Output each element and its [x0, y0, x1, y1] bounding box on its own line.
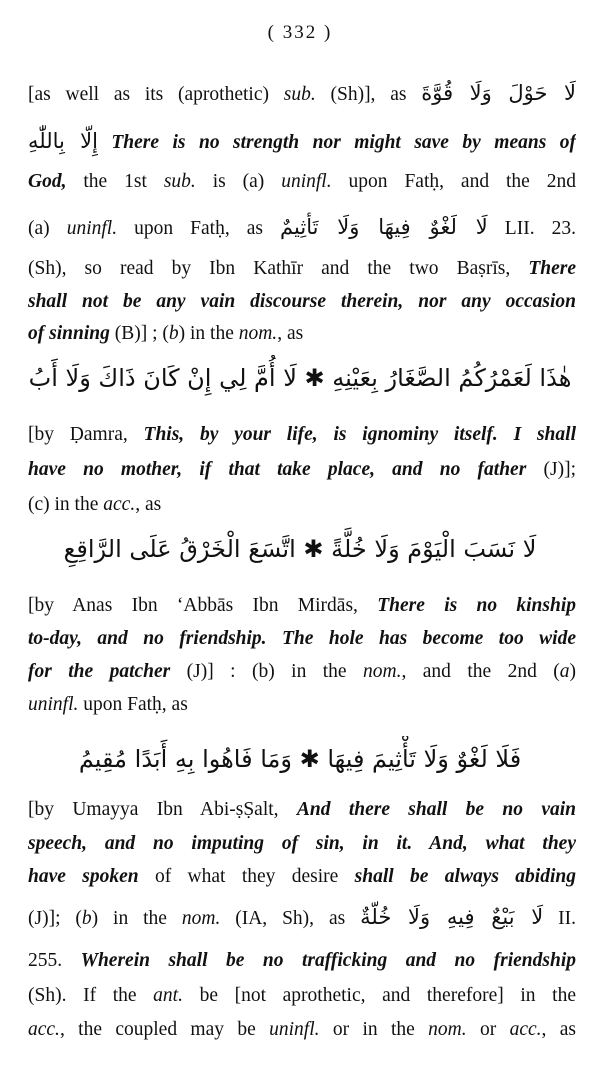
- body-text: , as: [135, 494, 162, 515]
- body-text: upon Fatḥ, and the 2nd: [331, 171, 576, 192]
- body-text: , as: [277, 323, 304, 344]
- text-line-14: [28, 689, 576, 721]
- abbreviation: uninfl.: [269, 1019, 320, 1040]
- abbreviation: ant.: [153, 985, 183, 1006]
- body-text: [as well as its (aprothetic): [28, 84, 284, 105]
- translation-text: There: [528, 258, 576, 279]
- body-text: , and the 2nd (: [401, 661, 560, 682]
- translation-text: for the patcher: [28, 661, 171, 682]
- body-text: or: [466, 1019, 510, 1040]
- translation-text: to-day, and no friendship. The hole has become too wide: [28, 628, 576, 649]
- abbreviation: nom.: [181, 908, 221, 929]
- body-text: (J)]; (: [28, 908, 82, 929]
- text-line-7: [28, 318, 576, 350]
- body-text: (J)] : (b) in the: [170, 661, 363, 682]
- arabic-phrase: لَا بَيْعٌ فِيهِ وَلَا خُلَّةٌ: [360, 905, 544, 929]
- abbreviation: acc.: [103, 494, 136, 515]
- translation-text: have spoken: [28, 866, 139, 887]
- arabic-phrase: لَا لَغْوٌ فِيهَا وَلَا تَأْثِيمٌ: [280, 215, 488, 239]
- abbreviation: b: [81, 908, 92, 929]
- text-line-19: [28, 945, 576, 977]
- abbreviation: uninfl.: [281, 171, 332, 192]
- text-line-10: [28, 489, 576, 521]
- translation-text: This, by your life, is ignominy itself. I shall: [143, 424, 576, 445]
- body-text: [by Anas Ibn ʻAbbās Ibn Mirdās,: [28, 595, 378, 616]
- translation-text: There is no kinship: [377, 595, 576, 616]
- body-text: or in the: [319, 1019, 429, 1040]
- body-text: , the coupled may be: [59, 1019, 270, 1040]
- text-line-3: [28, 166, 576, 198]
- arabic-verse-2: لَا نَسَبَ الْيَوْمَ وَلَا خُلَّةً ✱ اتَّسَعَ الْخَرْقُ عَلَى الرَّاقِعِ: [63, 535, 537, 563]
- body-text: (c) in the: [28, 494, 104, 515]
- page-number: ( 332 ): [267, 22, 333, 43]
- arabic-phrase: إِلَّا بِاللّٰهِ: [28, 129, 98, 153]
- body-text: [by Ḍamra,: [28, 424, 144, 445]
- text-line-5: [28, 253, 576, 285]
- body-text: [by Umayya Ibn Abi-ṣṢalt,: [28, 799, 297, 820]
- translation-text: speech, and no imputing of sin, in it. And, what they: [28, 833, 576, 854]
- arabic-phrase: لَا حَوْلَ وَلَا قُوَّةَ: [421, 81, 576, 105]
- text-line-12: [28, 623, 576, 655]
- text-line-18: [28, 901, 576, 933]
- translation-text: shall be always abiding: [354, 866, 576, 887]
- abbreviation: uninfl.: [66, 218, 118, 239]
- text-line-20: [28, 980, 576, 1012]
- arabic-verse-1: هٰذَا لَعَمْرُكُمُ الصَّغَارُ بِعَيْنِهِ ✱ لَا أُمَّ لِي إِنْ كَانَ ذَاكَ وَلَا أَبُ: [28, 364, 572, 392]
- translation-text: And there shall be no vain: [296, 799, 576, 820]
- body-text: II.: [543, 908, 576, 929]
- abbreviation: sub.: [163, 171, 196, 192]
- body-text: (a): [28, 218, 67, 239]
- body-text: (J)];: [526, 459, 576, 480]
- text-line-17: [28, 861, 576, 893]
- translation-text: There is no strength nor might save by means of: [97, 132, 576, 153]
- abbreviation: sub.: [283, 84, 316, 105]
- text-line-1: [28, 77, 576, 109]
- body-text: ): [569, 661, 576, 682]
- body-text: be [not aprothetic, and therefore] in the: [182, 985, 576, 1006]
- abbreviation: nom.: [362, 661, 402, 682]
- abbreviation: acc.: [509, 1019, 542, 1040]
- body-text: , as: [541, 1019, 576, 1040]
- text-line-9: [28, 454, 576, 486]
- body-text: upon Fatḥ, as: [78, 694, 188, 715]
- translation-text: of sinning: [28, 323, 110, 344]
- text-line-15: [28, 794, 576, 826]
- text-line-11: [28, 590, 576, 622]
- body-text: the 1st: [66, 171, 164, 192]
- body-text: of what they desire: [138, 866, 355, 887]
- abbreviation: nom.: [428, 1019, 467, 1040]
- text-line-21: [28, 1014, 576, 1046]
- translation-text: shall not be any vain discourse therein, nor any occasion: [28, 291, 576, 312]
- body-text: is (a): [195, 171, 282, 192]
- translation-text: God,: [28, 171, 67, 192]
- body-text: ) in the: [178, 323, 239, 344]
- abbreviation: uninfl.: [28, 694, 79, 715]
- text-line-16: [28, 828, 576, 860]
- text-line-2: [28, 125, 576, 157]
- abbreviation: a: [559, 661, 570, 682]
- arabic-verse-3: فَلَا لَغْوٌ وَلَا تَأْثِيمَ فِيهَا ✱ وَمَا فَاهُوا بِهِ أَبَدًا مُقِيمُ: [78, 745, 522, 773]
- text-line-6: [28, 286, 576, 318]
- body-text: 255.: [28, 950, 81, 971]
- body-text: LII. 23.: [487, 218, 576, 239]
- body-text: upon Fatḥ, as: [117, 218, 281, 239]
- body-text: (Sh). If the: [28, 985, 154, 1006]
- text-line-13: [28, 656, 576, 688]
- body-text: (B)] ; (: [109, 323, 169, 344]
- body-text: (IA, Sh), as: [220, 908, 361, 929]
- translation-text: Wherein shall be no trafficking and no friendship: [80, 950, 576, 971]
- body-text: (Sh)], as: [315, 84, 422, 105]
- text-line-8: [28, 419, 576, 451]
- abbreviation: b: [168, 323, 179, 344]
- abbreviation: nom.: [238, 323, 278, 344]
- translation-text: have no mother, if that take place, and no father: [28, 459, 527, 480]
- body-text: ) in the: [91, 908, 182, 929]
- text-line-4: [28, 211, 576, 243]
- abbreviation: acc.: [28, 1019, 60, 1040]
- body-text: (Sh), so read by Ibn Kathīr and the two Baṣrīs,: [28, 258, 529, 279]
